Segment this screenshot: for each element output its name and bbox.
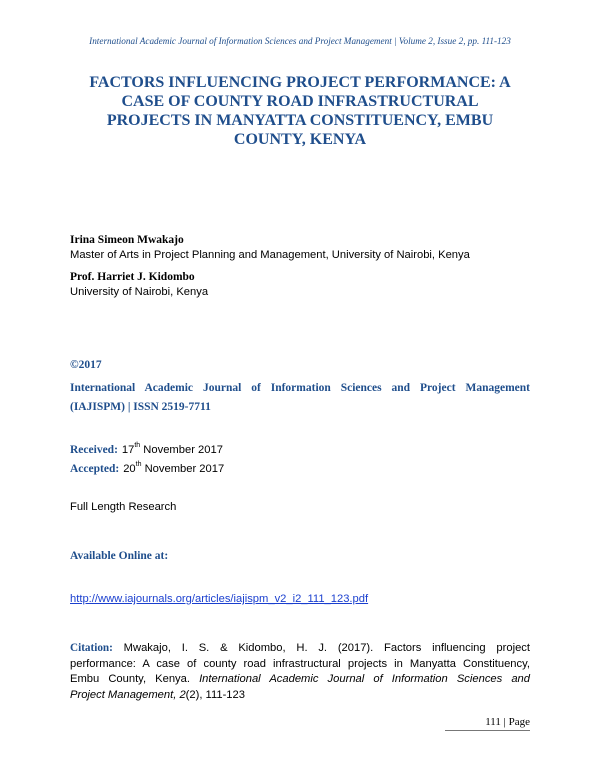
article-type: Full Length Research	[70, 501, 177, 513]
page-footer: 111 | Page	[485, 716, 530, 728]
citation-line: performance: A case of county road infrastructural projects in Manyatta Constituency,	[70, 657, 530, 670]
author-name: Prof. Harriet J. Kidombo	[70, 271, 195, 283]
citation-block	[70, 641, 530, 703]
author-affiliation: University of Nairobi, Kenya	[70, 286, 209, 298]
journal-issn: (IAJISPM) | ISSN 2519-7711	[70, 401, 211, 413]
received-date	[70, 440, 223, 458]
title-line: PROJECTS IN MANYATTA CONSTITUENCY, EMBU	[106, 112, 494, 129]
running-header: International Academic Journal of Information Sciences and Project Management | Volume 2, Issue 2, pp. 111-123	[89, 36, 511, 46]
paper-title	[40, 73, 560, 149]
citation-line: Citation: Mwakajo, I. S. & Kidombo, H. J. (2017). Factors influencing project	[70, 642, 530, 654]
title-line: COUNTY, KENYA	[233, 131, 367, 148]
accepted-value: 20th November 2017	[123, 460, 225, 475]
page-label: Page	[508, 716, 530, 728]
journal-name: International Academic Journal of Information Sciences and Project Management	[70, 382, 530, 394]
received-value: 17th November 2017	[121, 441, 223, 456]
journal-info	[70, 379, 530, 417]
citation-line: Embu County, Kenya. International Academic Journal of Information Sciences and	[70, 673, 530, 685]
accepted-label: Accepted:	[70, 463, 120, 475]
copyright-notice: ©2017	[70, 359, 102, 371]
received-label: Received:	[70, 444, 118, 456]
author-affiliation: Master of Arts in Project Planning and Management, University of Nairobi, Kenya	[70, 249, 470, 261]
footer-divider	[445, 730, 530, 731]
citation-label: Citation:	[70, 642, 113, 654]
article-pdf-link[interactable]: http://www.iajournals.org/articles/iajispm_v2_i2_111_123.pdf	[70, 593, 369, 605]
page-number: 111	[485, 716, 501, 728]
title-line: FACTORS INFLUENCING PROJECT PERFORMANCE: A	[89, 74, 511, 91]
citation-line: Project Management, 2(2), 111-123	[70, 688, 245, 701]
title-line: CASE OF COUNTY ROAD INFRASTRUCTURAL	[121, 93, 479, 110]
accepted-date	[70, 459, 224, 477]
available-online-label: Available Online at:	[70, 550, 169, 562]
author-name: Irina Simeon Mwakajo	[70, 234, 184, 246]
